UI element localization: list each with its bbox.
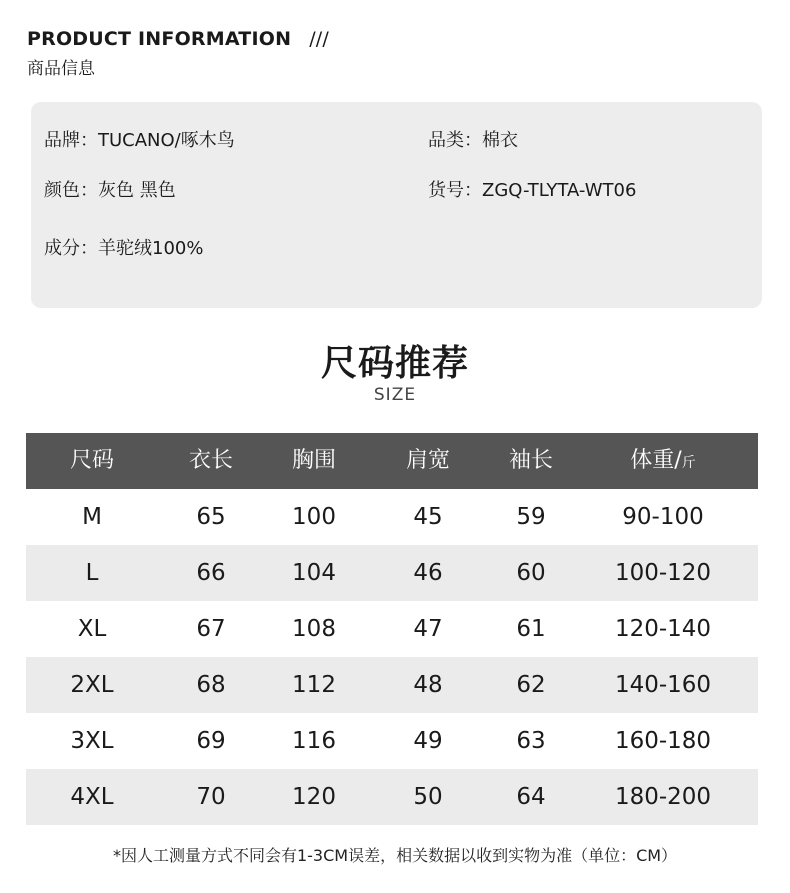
cell-length: 66 xyxy=(196,560,226,586)
cell-length: 68 xyxy=(196,672,226,698)
product-info-header xyxy=(27,28,329,79)
info-brand-label: 品牌： xyxy=(44,130,98,151)
info-category-label: 品类： xyxy=(428,130,482,151)
cell-size: L xyxy=(85,560,99,586)
size-table-header xyxy=(26,433,758,489)
cell-sleeve: 61 xyxy=(516,616,546,642)
cell-size: 3XL xyxy=(70,728,114,754)
cell-sleeve: 64 xyxy=(516,784,546,810)
table-row xyxy=(26,657,758,713)
header-title-en-text: PRODUCT INFORMATION xyxy=(27,28,292,50)
info-sku-label: 货号： xyxy=(428,180,482,201)
cell-weight: 120-140 xyxy=(614,616,712,642)
header-cell-sleeve: 袖长 xyxy=(508,448,553,473)
cell-chest: 104 xyxy=(292,560,336,586)
cell-chest: 120 xyxy=(292,784,336,810)
info-sku xyxy=(428,176,636,202)
header-cell-size: 尺码 xyxy=(69,448,114,473)
cell-chest: 100 xyxy=(292,504,336,530)
cell-weight: 90-100 xyxy=(622,504,704,530)
info-brand-value: TUCANO/啄木鸟 xyxy=(98,130,235,151)
cell-sleeve: 60 xyxy=(516,560,546,586)
cell-weight: 180-200 xyxy=(614,784,712,810)
cell-length: 70 xyxy=(196,784,226,810)
cell-weight: 140-160 xyxy=(614,672,712,698)
info-category-value: 棉衣 xyxy=(482,130,518,151)
size-section-subtitle: SIZE xyxy=(373,385,417,405)
cell-weight: 160-180 xyxy=(614,728,712,754)
cell-sleeve: 59 xyxy=(516,504,546,530)
cell-length: 67 xyxy=(196,616,226,642)
size-section-title: 尺码推荐 xyxy=(320,343,469,384)
cell-chest: 108 xyxy=(292,616,336,642)
info-brand xyxy=(44,126,235,152)
cell-shoulder: 45 xyxy=(413,504,443,530)
header-title-en xyxy=(27,28,329,50)
cell-size: 4XL xyxy=(70,784,114,810)
header-slashes: /// xyxy=(309,28,329,50)
table-row xyxy=(26,713,758,769)
header-cell-chest: 胸围 xyxy=(291,448,336,473)
table-row xyxy=(26,601,758,657)
cell-sleeve: 63 xyxy=(516,728,546,754)
header-cell-weight-label: 体重/ xyxy=(630,448,682,473)
info-material-value: 羊驼绒100% xyxy=(98,238,204,259)
cell-sleeve: 62 xyxy=(516,672,546,698)
product-info-box xyxy=(31,102,762,308)
info-sku-value: ZGQ-TLYTA-WT06 xyxy=(482,180,637,201)
info-color-label: 颜色： xyxy=(44,180,98,201)
header-cell-weight-unit: 斤 xyxy=(681,455,696,471)
measurement-footnote: *因人工测量方式不同会有1-3CM误差，相关数据以收到实物为准（单位：CM） xyxy=(112,846,678,865)
cell-length: 69 xyxy=(196,728,226,754)
header-cell-shoulder: 肩宽 xyxy=(405,448,450,473)
cell-shoulder: 46 xyxy=(413,560,443,586)
cell-chest: 116 xyxy=(292,728,336,754)
header-cell-weight xyxy=(593,433,733,489)
table-row xyxy=(26,769,758,825)
size-table xyxy=(26,433,758,825)
info-color-value: 灰色 黑色 xyxy=(98,180,176,201)
header-cell-length: 衣长 xyxy=(188,448,233,473)
cell-weight: 100-120 xyxy=(614,560,712,586)
cell-shoulder: 48 xyxy=(413,672,443,698)
cell-shoulder: 50 xyxy=(413,784,443,810)
info-material xyxy=(44,234,203,260)
info-category xyxy=(428,126,518,152)
header-title-cn: 商品信息 xyxy=(27,59,95,79)
cell-shoulder: 47 xyxy=(413,616,443,642)
cell-size: 2XL xyxy=(70,672,114,698)
cell-chest: 112 xyxy=(292,672,336,698)
table-row xyxy=(26,489,758,545)
cell-size: M xyxy=(82,504,102,530)
table-row xyxy=(26,545,758,601)
info-color xyxy=(44,176,176,202)
info-material-label: 成分： xyxy=(44,238,98,259)
cell-shoulder: 49 xyxy=(413,728,443,754)
cell-size: XL xyxy=(77,616,107,642)
cell-length: 65 xyxy=(196,504,226,530)
